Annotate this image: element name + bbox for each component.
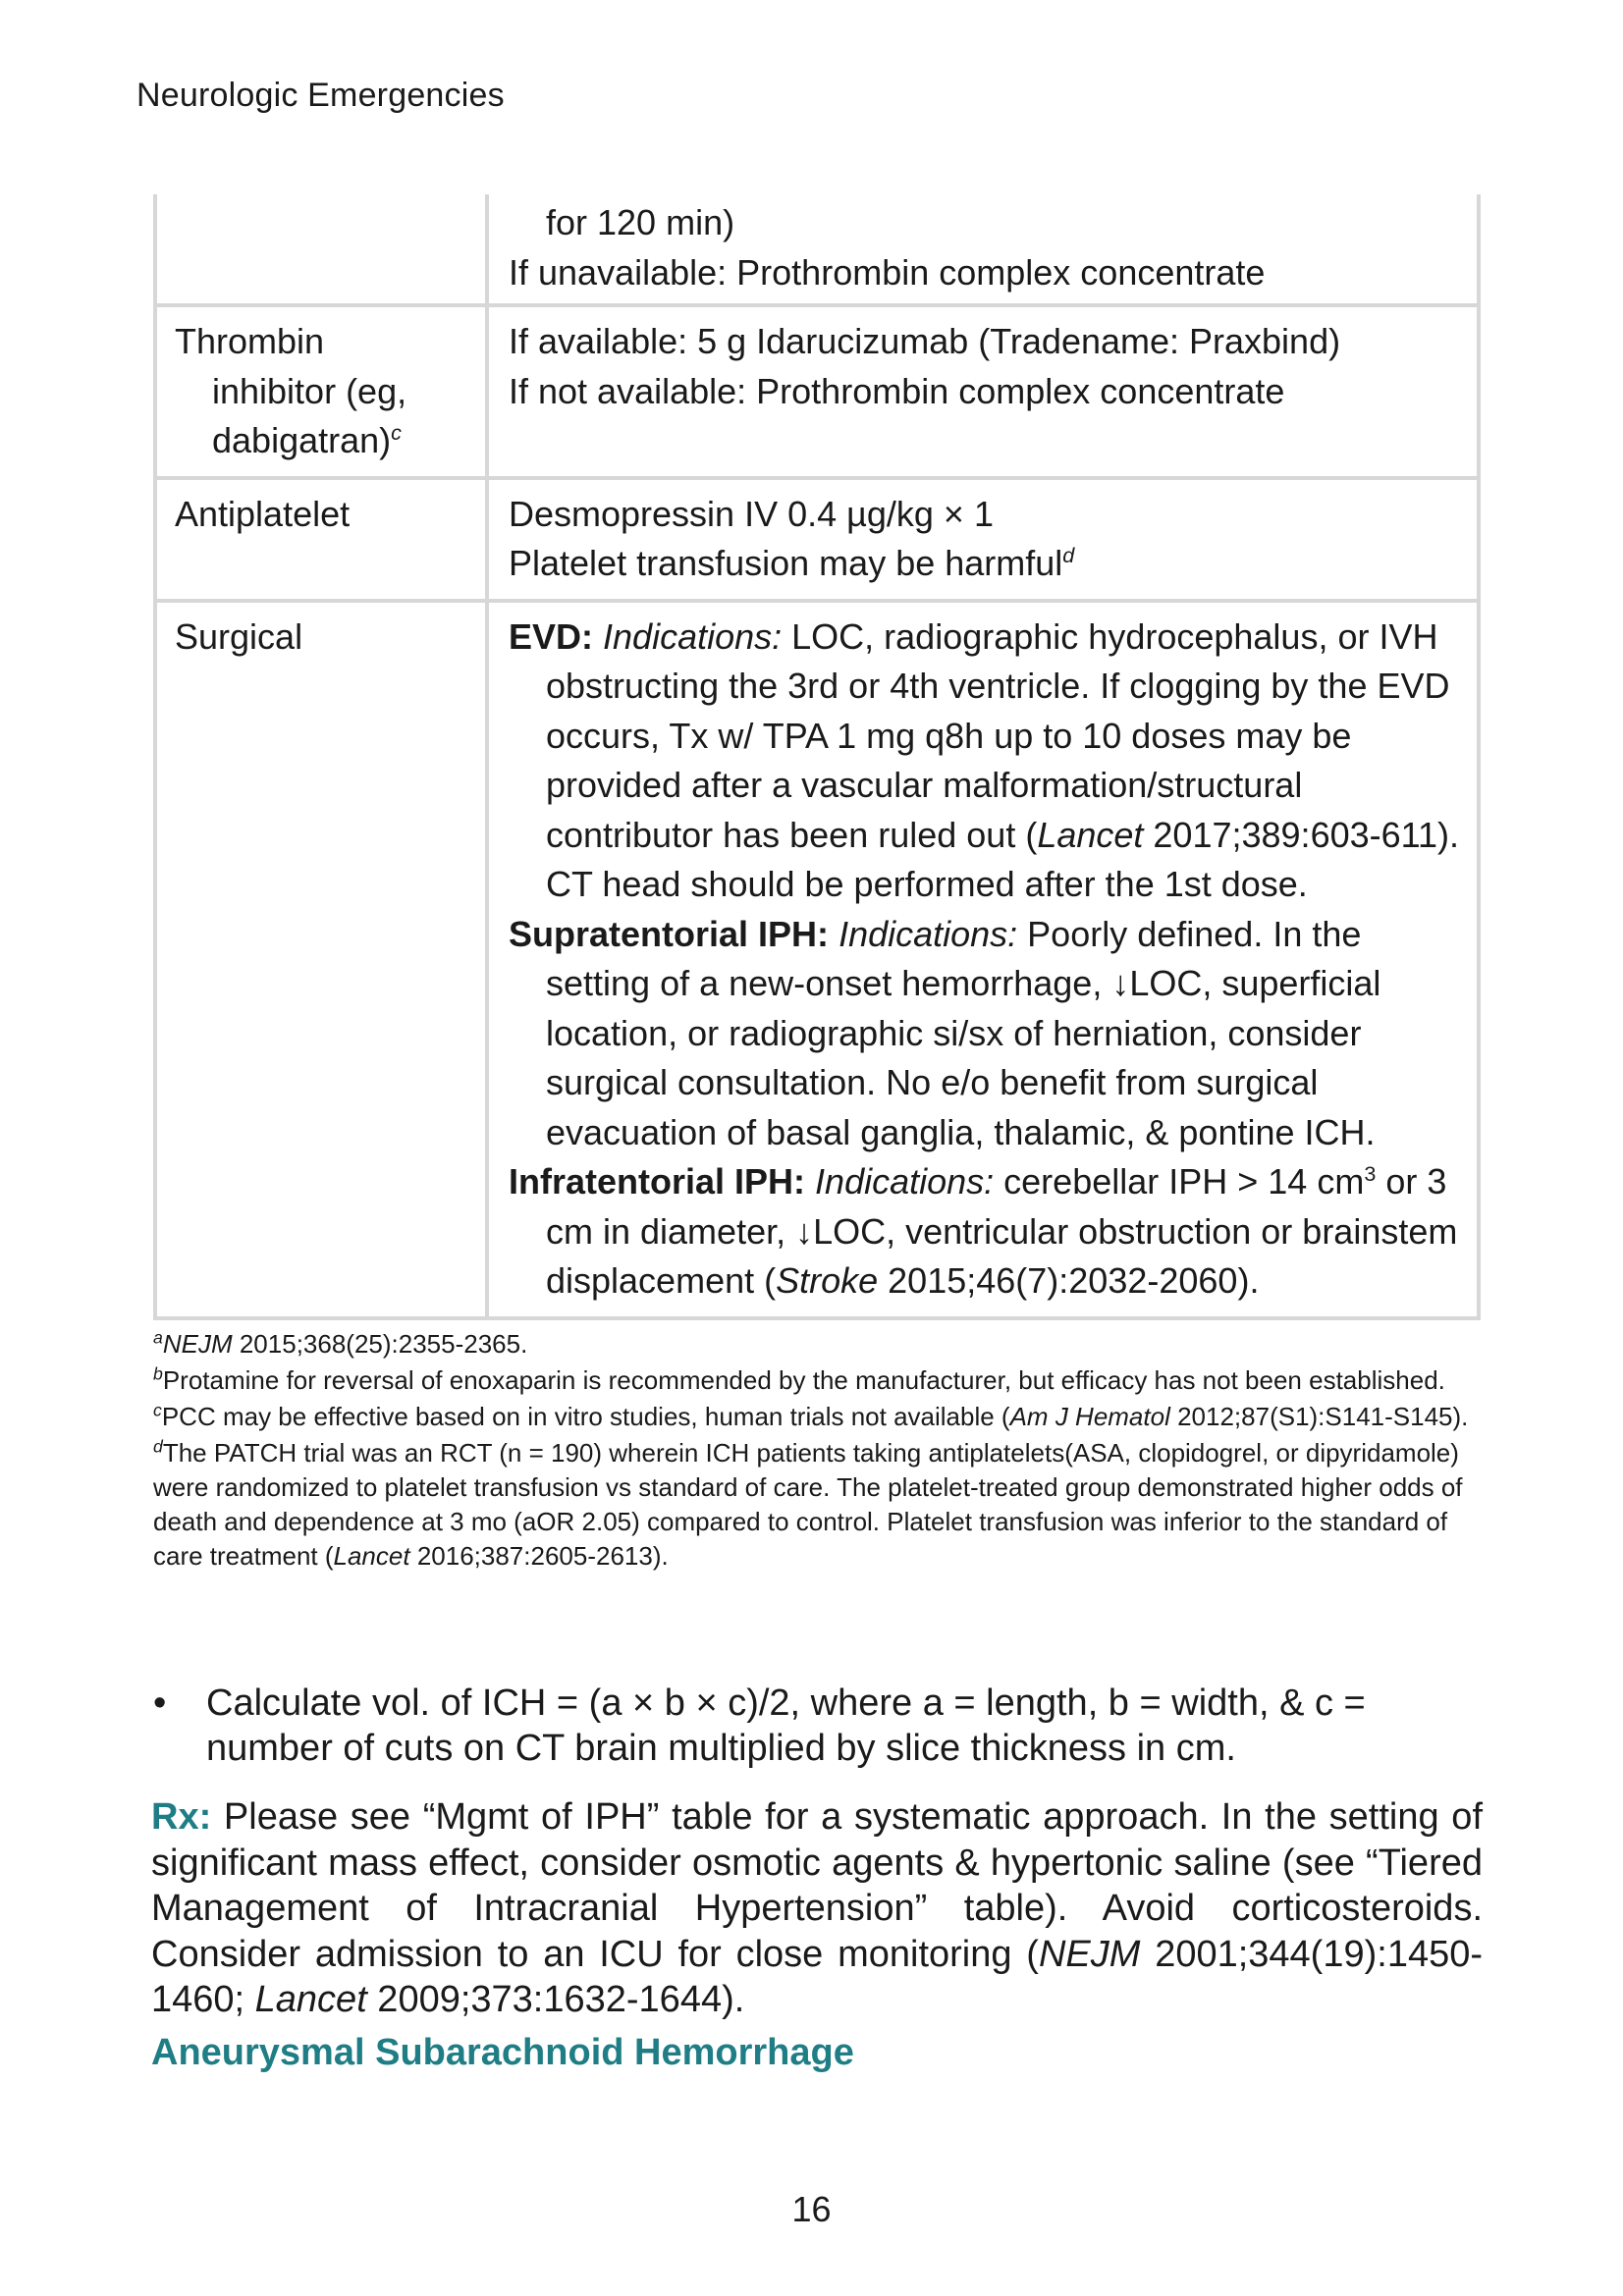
infra-text: or 3 [1376,1161,1447,1201]
infra-ref-post: 2015;46(7):2032-2060). [878,1260,1260,1301]
supra-text: Poorly defined. In the [1017,913,1362,954]
table-cell-content [487,305,1479,478]
infra-line: cm in diameter, ↓LOC, ventricular obstruction or brainstem [546,1210,1458,1252]
evd-line: CT head should be performed after the 1st dose. [546,864,1308,904]
table-row [155,478,1479,601]
indications-label: Indications: [839,913,1018,954]
content-line [509,539,1465,589]
table-row [155,601,1479,1318]
bullet-line: number of cuts on CT brain multiplied by slice thickness in cm. [206,1728,1236,1769]
supra-line: setting of a new-onset hemorrhage, ↓LOC, superficial [546,963,1381,1003]
footnote-mark: c [153,1400,162,1420]
supra-line: surgical consultation. No e/o benefit from surgical [546,1062,1319,1102]
table-row [155,305,1479,478]
evd-line [509,811,1465,861]
page-number: 16 [791,2189,832,2229]
evd-ref-post: 2017;389:603-611). [1143,814,1459,855]
footnote-ref: d [1062,543,1075,567]
content-line: If not available: Prothrombin complex concentrate [509,370,1285,411]
evd-line: occurs, Tx w/ TPA 1 mg q8h up to 10 doses may be [546,715,1352,756]
footnote-text: Protamine for reversal of enoxaparin is recommended by the manufacturer, but efficacy has not been established. [162,1365,1445,1395]
footnote-ref: c [391,420,402,445]
row-label: Antiplatelet [175,493,351,534]
row-label-line: Thrombin [175,321,325,361]
evd-line: provided after a vascular malformation/structural [546,765,1303,805]
footnote-text: 2016;387:2605-2613). [409,1541,669,1571]
supra-line: location, or radiographic si/sx of herniation, consider [546,1012,1362,1053]
journal-name: Am J Hematol [1009,1402,1170,1431]
table-cell-content [487,601,1479,1318]
footnote-b [153,1363,1481,1398]
journal-name: Stroke [776,1260,879,1301]
bullet-item [153,1681,1430,1771]
bullet-line: Calculate vol. of ICH = (a × b × c)/2, where a = length, b = width, & c = [206,1682,1366,1724]
table-cell-label [155,601,487,1318]
rx-lead: Rx: [151,1796,212,1838]
footnote-d [153,1436,1481,1574]
row-label-line: inhibitor (eg, [212,370,407,411]
journal-name: NEJM [1038,1933,1141,1975]
infra-line [509,1157,1465,1207]
evd-line [509,613,1465,663]
journal-name: Lancet [254,1979,367,2020]
footnotes [153,1327,1481,1575]
table-cell-label [155,478,487,601]
superscript: 3 [1364,1161,1377,1186]
indications-label: Indications: [815,1161,995,1201]
section-heading: Aneurysmal Subarachnoid Hemorrhage [151,2032,854,2073]
infra-ref-pre: displacement ( [546,1260,777,1301]
footnote-text: The PATCH trial was an RCT (n = 190) wherein ICH patients taking antiplatelets(ASA, clopidogrel, or dipyridamole) were randomized to platelet transfusion vs standard of care. The platelet-treated group demonstrated higher odds of death and dependence at 3 mo (aOR 2.05) compared to control. Platelet transfusion was inferior to the standard of care treatment ( [153,1438,1463,1571]
footnote-text: PCC may be effective based on in vitro studies, human trials not available ( [161,1402,1010,1431]
footnote-c [153,1400,1481,1434]
journal-name: Lancet [1037,814,1144,855]
table-cell-label [155,194,487,305]
infra-text: cerebellar IPH > 14 cm [994,1161,1365,1201]
footnote-text: 2015;368(25):2355-2365. [232,1329,528,1359]
journal-name: NEJM [162,1329,233,1359]
footnote-mark: b [153,1363,163,1384]
row-label-text: dabigatran) [212,420,392,460]
table-cell-content [487,478,1479,601]
infra-line [509,1256,1465,1307]
evd-title: EVD: [509,615,594,657]
content-line: Desmopressin IV 0.4 µg/kg × 1 [509,493,994,534]
evd-line: obstructing the 3rd or 4th ventricle. If clogging by the EVD [546,666,1450,706]
supra-title: Supratentorial IPH: [509,913,830,954]
reversal-table [153,194,1481,1320]
row-label-line [175,416,469,466]
content-line: If unavailable: Prothrombin complex concentrate [509,251,1266,293]
rx-text: Please see “Mgmt of IPH” table for a systematic approach. In the setting of significant mass effect, consider osmotic agents & hypertonic saline (see “Tiered Management of Intracranial Hypertension” table). Avoid corticosteroids. Consider admission to an ICU for close monitoring ( [151,1796,1483,1975]
row-label: Surgical [175,615,303,657]
table-row [155,194,1479,305]
table-cell-content [487,194,1479,305]
supra-line: evacuation of basal ganglia, thalamic, & pontine ICH. [546,1111,1376,1152]
rx-paragraph [151,1794,1483,2023]
content-line: for 120 min) [546,202,735,242]
rx-text: 2001;344(19):1450-1460; [151,1933,1484,2020]
bullet-text [206,1681,1430,1771]
footnote-mark: a [153,1327,163,1348]
table-cell-label [155,305,487,478]
indications-label: Indications: [603,615,783,657]
content-text: Platelet transfusion may be harmful [509,543,1063,583]
evd-text: LOC, radiographic hydrocephalus, or IVH [782,615,1438,657]
bullet-icon: • [153,1682,167,1724]
running-head: Neurologic Emergencies [136,77,505,114]
journal-name: Lancet [333,1541,410,1571]
content-line: If available: 5 g Idarucizumab (Tradename: Praxbind) [509,321,1341,361]
footnote-mark: d [153,1436,163,1457]
rx-text: 2009;373:1632-1644). [366,1979,745,2020]
footnote-a [153,1327,1481,1362]
evd-ref-pre: contributor has been ruled out ( [546,814,1038,855]
infra-title: Infratentorial IPH: [509,1161,806,1201]
footnote-text: 2012;87(S1):S141-S145). [1169,1402,1469,1431]
supra-line [509,910,1465,960]
